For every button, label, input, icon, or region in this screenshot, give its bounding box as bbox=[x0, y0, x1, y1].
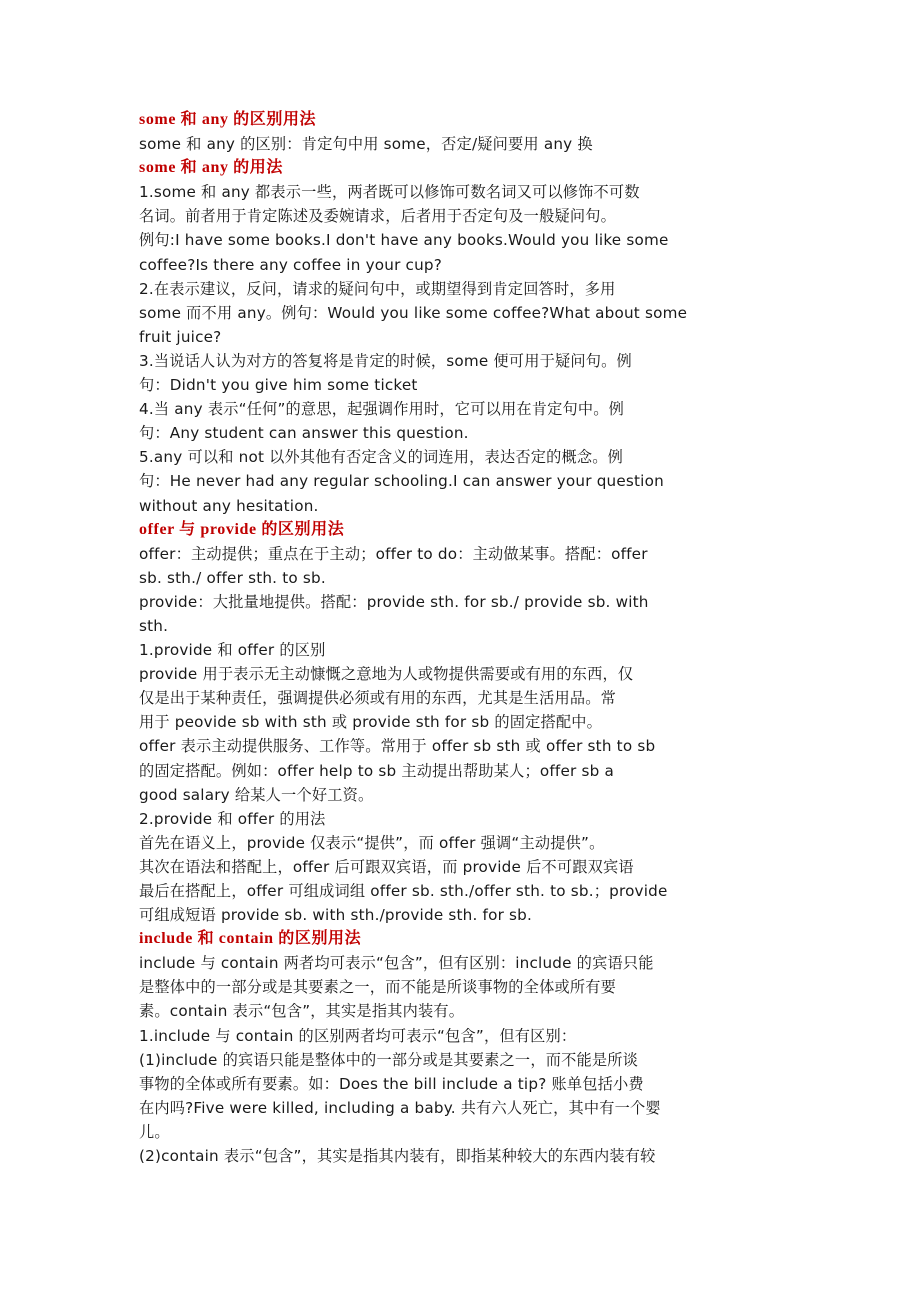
paragraph-line: provide：大批量地提供。搭配：provide sth. for sb./ provide sb. with bbox=[139, 592, 649, 611]
paragraph-line: 其次在语法和搭配上，offer 后可跟双宾语，而 provide 后不可跟双宾语 bbox=[139, 857, 634, 876]
section-heading-some-any-usage: some 和 any 的用法 bbox=[139, 159, 283, 177]
paragraph-line: 事物的全体或所有要素。如：Does the bill include a tip? 账单包括小费 bbox=[139, 1074, 644, 1093]
paragraph-line: some 和 any 的区别：肯定句中用 some，否定/疑问要用 any 换 bbox=[139, 135, 593, 154]
paragraph-line: 最后在搭配上，offer 可组成词组 offer sb. sth./offer sth. to sb.；provide bbox=[139, 882, 668, 900]
paragraph-line: 5.any 可以和 not 以外其他有否定含义的词连用，表达否定的概念。例 bbox=[139, 448, 624, 467]
section-heading-include-contain: include 和 contain 的区别用法 bbox=[139, 930, 362, 948]
paragraph-line: 句：Didn't you give him some ticket bbox=[139, 376, 418, 395]
document-page bbox=[139, 108, 784, 1168]
section-heading-some-any-difference: some 和 any 的区别用法 bbox=[139, 111, 317, 128]
paragraph-line: 1.include 与 contain 的区别两者均可表示“包含”，但有区别： bbox=[139, 1026, 577, 1045]
paragraph-line: offer：主动提供；重点在于主动；offer to do：主动做某事。搭配：offer bbox=[139, 544, 648, 563]
paragraph-line: sb. sth./ offer sth. to sb. bbox=[139, 568, 326, 587]
paragraph-line: 1.some 和 any 都表示一些，两者既可以修饰可数名词又可以修饰不可数 bbox=[139, 183, 640, 202]
paragraph-line: 2.provide 和 offer 的用法 bbox=[139, 809, 326, 828]
paragraph-line: fruit juice? bbox=[139, 327, 222, 346]
paragraph-line: some 而不用 any。例句：Would you like some coffee?What about some bbox=[139, 303, 688, 322]
paragraph-line: without any hesitation. bbox=[139, 496, 319, 515]
paragraph-line: (1)include 的宾语只能是整体中的一部分或是其要素之一，而不能是所谈 bbox=[139, 1050, 639, 1069]
paragraph-line: 1.provide 和 offer 的区别 bbox=[139, 641, 326, 660]
paragraph-line: 是整体中的一部分或是其要素之一，而不能是所谈事物的全体或所有要 bbox=[139, 978, 617, 997]
paragraph-line: good salary 给某人一个好工资。 bbox=[139, 785, 374, 804]
paragraph-line: 用于 peovide sb with sth 或 provide sth for sb 的固定搭配中。 bbox=[139, 713, 603, 732]
paragraph-line: 可组成短语 provide sb. with sth./provide sth. for sb. bbox=[139, 906, 533, 925]
paragraph-line: offer 表示主动提供服务、工作等。常用于 offer sb sth 或 offer sth to sb bbox=[139, 737, 656, 756]
paragraph-line: (2)contain 表示“包含”，其实是指其内装有，即指某种较大的东西内装有较 bbox=[139, 1147, 656, 1166]
paragraph-line: 在内吗?Five were killed, including a baby. 共有六人死亡，其中有一个婴 bbox=[139, 1098, 661, 1117]
paragraph-line: 句：He never had any regular schooling.I can answer your question bbox=[139, 472, 664, 491]
paragraph-line: provide 用于表示无主动慷慨之意地为人或物提供需要或有用的东西，仅 bbox=[139, 665, 634, 684]
paragraph-line: 首先在语义上，provide 仅表示“提供”，而 offer 强调“主动提供”。 bbox=[139, 833, 605, 852]
paragraph-line: 儿。 bbox=[139, 1122, 170, 1141]
paragraph-line: 2.在表示建议，反问，请求的疑问句中，或期望得到肯定回答时，多用 bbox=[139, 279, 616, 298]
paragraph-line: include 与 contain 两者均可表示“包含”，但有区别：include 的宾语只能 bbox=[139, 954, 654, 973]
paragraph-line: 3.当说话人认为对方的答复将是肯定的时候，some 便可用于疑问句。例 bbox=[139, 351, 632, 370]
section-heading-offer-provide: offer 与 provide 的区别用法 bbox=[139, 520, 345, 538]
paragraph-line: 仅是出于某种责任，强调提供必须或有用的东西，尤其是生活用品。常 bbox=[139, 689, 617, 708]
paragraph-line: 4.当 any 表示“任何”的意思，起强调作用时，它可以用在肯定句中。例 bbox=[139, 400, 625, 419]
paragraph-line: 名词。前者用于肯定陈述及委婉请求，后者用于否定句及一般疑问句。 bbox=[139, 207, 617, 226]
paragraph-line: 的固定搭配。例如：offer help to sb 主动提出帮助某人；offer sb a bbox=[139, 761, 614, 780]
paragraph-line: 素。contain 表示“包含”，其实是指其内装有。 bbox=[139, 1002, 465, 1021]
paragraph-line: sth. bbox=[139, 616, 169, 635]
paragraph-line: 句：Any student can answer this question. bbox=[139, 424, 469, 443]
paragraph-line: coffee?Is there any coffee in your cup? bbox=[139, 255, 443, 274]
paragraph-line: 例句:I have some books.I don't have any books.Would you like some bbox=[139, 231, 669, 250]
